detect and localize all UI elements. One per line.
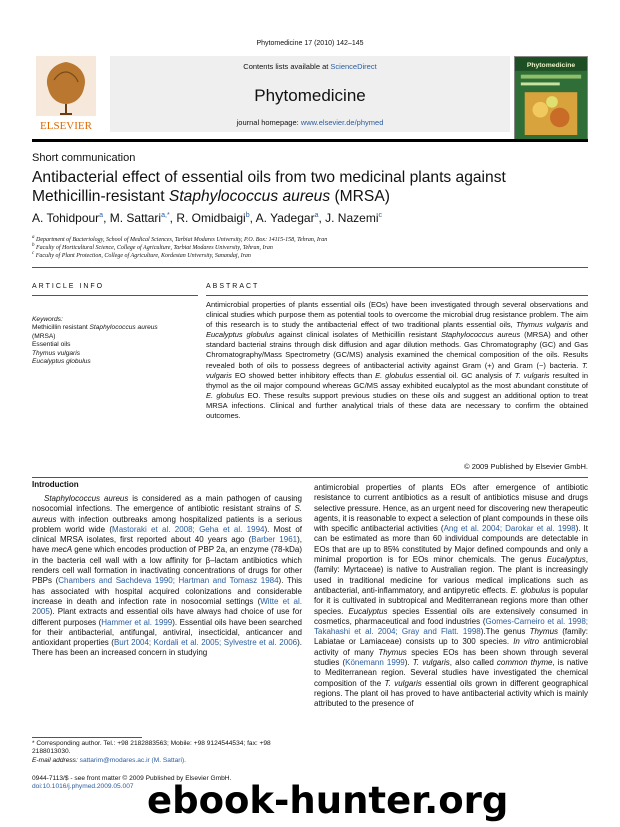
body-column-right: [314, 483, 588, 710]
citation-link[interactable]: Witte et al. 2005: [32, 596, 302, 617]
author-affiliation-sup[interactable]: a: [99, 212, 104, 219]
keyword: Methicillin resistant Staphylococcus aureus: [32, 324, 158, 332]
abstract-text: Antimicrobial properties of plants essential oils (EOs) have been investigated through several observations and clinical studies which purpose them as potential tools to overcome the microbial drug resistance problem. The aim of this research is to study the antibacterial effect of two traditional plants essential oils, Thymus vulgaris and Eucalyptus globulus against clinical isolates of Methicillin resistant Staphylococcus aureus (MRSA) and other standard bacterial strains through disk diffusion and agar dilution methods. Gas Chromatography (GC) and Gas Chromatography/Mass Spectrometry (GC/MS) analysis examined the chemical composition of the oils. Results revealed both of oils to possess degrees of antibacterial activity against Gram (+) and Gram (−) bacteria. T. vulgaris EO showed better inhibitory effects than E. globulus essential oil. GC analysis of T. vulgaris resulted in thymol as the oil major compound whereas GC/MS assay exhibited eucalyptol as the most abundant constitute of E. globulus EO. These results support previous studies on these oils and suggest an additional option to treat MRSA infections. Clinical and further analytical trials of these data are necessary to confirm the obtained outcomes.: [206, 300, 589, 421]
author-name[interactable]: M. Sattari: [109, 211, 162, 225]
affiliation: [32, 235, 327, 243]
keyword: (MRSA): [32, 332, 56, 340]
section-rule: [32, 295, 198, 296]
header-rule: [32, 139, 588, 142]
footnotes: [32, 740, 302, 765]
keyword: Thymus vulgaris: [32, 349, 81, 357]
citation-link[interactable]: Mastoraki et al. 2008; Geha et al. 1994: [112, 524, 265, 534]
affiliation: [32, 251, 251, 259]
section-rule: [32, 267, 588, 268]
keywords-list: [32, 316, 198, 366]
email-link[interactable]: sattarim@modares.ac.ir (M. Sattari).: [79, 756, 186, 764]
affiliation-text: Department of Bacteriology, School of Medical Sciences, Tarbiat Modares University, P.O. Box: 14115-158, Tehran, Iran: [36, 237, 328, 243]
citation-link[interactable]: Chambers and Sachdeva 1990; Hartman and Tomasz 1984: [58, 576, 279, 586]
article-type: Short communication: [32, 152, 136, 164]
author-affiliation-sup[interactable]: c: [378, 212, 382, 219]
journal-homepage: [110, 118, 510, 127]
keyword: Eucalyptus globulus: [32, 358, 91, 366]
corresponding-author-note: * Corresponding author. Tel.: +98 2182883563; Mobile: +98 9124544534; fax: +98 2188013030.: [32, 740, 271, 756]
citation-link[interactable]: Barber 1961: [251, 535, 298, 545]
abstract-heading: ABSTRACT: [206, 283, 260, 290]
title-line-2-italic: Staphylococcus aureus: [168, 188, 331, 205]
doi-link[interactable]: doi:10.1016/j.phymed.2009.05.007: [32, 783, 134, 791]
title-line-2-pre: Methicillin-resistant: [32, 188, 169, 205]
email-label: E-mail address:: [32, 756, 80, 764]
paragraph: antimicrobial properties of plants EOs after emergence of antibiotic resistance to current antibiotics as a result of antibiotics misuse and drugs selective pressure. Hence, as an urgent need for discovering new therapeutic agents, it is reasonable to expect a selection of plant compounds in these oils with specific antibacterial activities (Ang et al. 2004; Darokar et al. 1998). It can be estimated as more than 60 individual compounds are detectable in EOs that are up to 85% constituted by Major defined compounds and only a minimal proportion is for EOs minor chemicals. The genus Eucalyptus, (family: Myrtaceae) is native to Australian region. The plant is increasingly used in traditional medicine for various medical implications such as antibacterial, anti-inflammatory, and antipyretic effects. E. globulus is popular for it is cultivated in subtropical and Mediterranean regions more than other species. Eucalyptus species Essential oils are extensively consumed in cosmetics, pharmaceutical and food industries (Gomes-Carneiro et al. 1998; Takahashi et al. 2004; Gray and Flatt. 1998).The genus Thymus (family: Labiatae or Lamiaceae) consists up to 300 species. In vitro antimicrobial activity of many Thymus species EOs has been shown through several studies (Könemann 1999). T. vulgaris, also called common thyme, is native to Mediterranean region. Several studies have investigated the chemical composition of the T. vulgaris essential oils grown in different geographical regions. The plant oil has proved to have antibacterial activity which is mainly attributed to the presence of: [314, 483, 589, 709]
citation-link[interactable]: Ang et al. 2004; Darokar et al. 1998: [443, 524, 576, 534]
keyword: Essential oils: [32, 341, 71, 349]
author-affiliation-sup[interactable]: a: [314, 212, 319, 219]
author-affiliation-sup[interactable]: a,*: [161, 212, 170, 219]
author-name[interactable]: J. Nazemi: [325, 211, 379, 225]
affiliation: [32, 243, 273, 251]
author-affiliation-sup[interactable]: b: [245, 212, 250, 219]
body-column-left: [32, 494, 302, 659]
author-name[interactable]: A. Tohidpour: [32, 211, 100, 225]
section-rule: [206, 295, 588, 296]
paragraph: Staphylococcus aureus is considered as a main pathogen of causing nosocomial infections. The emergence of antibiotic resistant strains of S. aureus with infection outbreaks among hospitalized patients is a serious problem world wide (Mastoraki et al. 2008; Geha et al. 1994). Most of clinical MRSA isolates, first reported about 40 years ago (Barber 1961), have mecA gene which encodes production of PBP 2a, an enzyme (78-kDa) in the bacteria cell wall with a low affinity for β–lactam antibiotics which renders cell wall formation in inactivating concentrations of drugs for other PBPs (Chambers and Sachdeva 1990; Hartman and Tomasz 1984). This has associated with hospital acquired colonizations and considerable increase in death and infection rate in nosocomial settings (Witte et al. 2005). Plant extracts and essential oils have always had choice of use for different purposes (Hammer et al. 1999). Essential oils have been searched for their antibacterial, antifungal, antiviral, insecticidal, anticancer and antioxidant properties (Burt 2004; Kordali et al. 2005; Sylvestre et al. 2006). There has been an increased concern in studying: [32, 494, 303, 658]
journal-reference: Phytomedicine 17 (2010) 142–145: [256, 40, 364, 47]
article-info-heading: ARTICLE INFO: [32, 283, 105, 290]
issn-line: 0944-7113/$ - see front matter © 2009 Published by Elsevier GmbH.: [32, 775, 232, 782]
affiliation-text: Faculty of Horticultural Science, College of Agriculture, Tarbiat Modares University, Tehran, Iran: [36, 245, 273, 251]
journal-cover-icon: [514, 56, 588, 142]
homepage-prefix: journal homepage:: [236, 118, 301, 127]
citation-link[interactable]: Könemann 1999: [345, 658, 405, 668]
author-name[interactable]: A. Yadegar: [255, 211, 315, 225]
watermark: ebook-hunter.org: [147, 779, 509, 822]
publisher-name: ELSEVIER: [40, 120, 92, 132]
sciencedirect-link[interactable]: ScienceDirect: [330, 62, 377, 71]
cover-title: Phytomedicine: [526, 61, 576, 69]
affiliation-sup: a: [32, 235, 35, 240]
author-list: A. Tohidpour$^a$, M. Sattari$^{a,*}$, R. Omidbaigi$^b$, A. Yadegar$^a$, J. Nazemi$^c$: [32, 211, 382, 225]
keywords-label: Keywords:: [32, 316, 63, 323]
footnote-rule: [32, 737, 142, 738]
contents-prefix: Contents lists available at: [243, 62, 331, 71]
author-name[interactable]: R. Omidbaigi: [176, 211, 246, 225]
affiliation-sup: c: [32, 251, 35, 256]
title-line-2-post: (MRSA): [330, 188, 390, 205]
title-line-1: Antibacterial effect of essential oils from two medicinal plants against: [32, 169, 506, 186]
article-title: [32, 168, 572, 206]
journal-name: Phytomedicine: [254, 86, 366, 105]
citation-link[interactable]: Burt 2004; Kordali et al. 2005; Sylvestre et al. 2006: [113, 638, 298, 648]
section-rule: [32, 477, 588, 478]
contents-line: [110, 62, 510, 71]
affiliation-text: Faculty of Plant Protection, College of Agriculture, Kordestan University, Sanandaj, Iran: [35, 253, 251, 259]
introduction-heading: Introduction: [32, 480, 79, 489]
citation-link[interactable]: Gomes-Carneiro et al. 1998; Takahashi et al. 2004; Gray and Flatt. 1998: [314, 616, 589, 637]
elsevier-logo-icon: [32, 54, 100, 132]
affiliation-sup: b: [32, 243, 35, 248]
copyright-notice: © 2009 Published by Elsevier GmbH.: [464, 462, 588, 471]
citation-link[interactable]: Hammer et al. 1999: [101, 617, 173, 627]
homepage-link[interactable]: www.elsevier.de/phymed: [300, 118, 384, 127]
